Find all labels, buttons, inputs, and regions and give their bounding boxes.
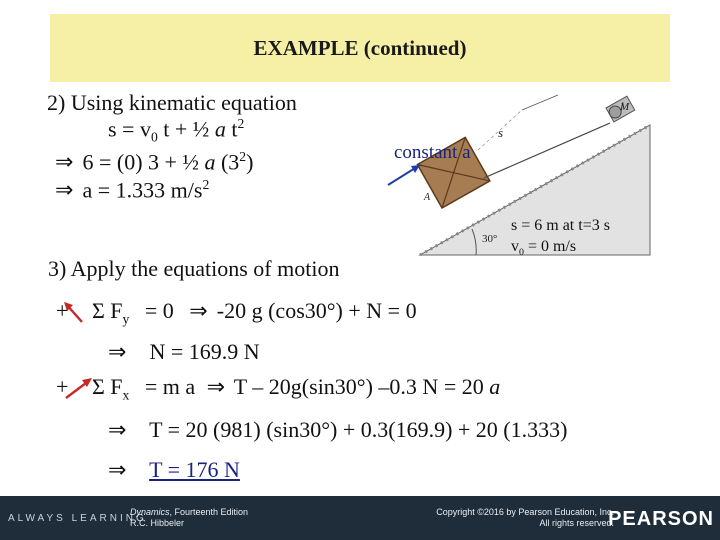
line2-a: a	[204, 149, 216, 175]
eq-a: a	[214, 116, 226, 142]
kinematic-equation	[108, 117, 244, 144]
fx-sub: x	[122, 387, 130, 403]
fx-eq: = m a	[144, 374, 196, 399]
step2-heading: 2) Using kinematic equation	[47, 90, 297, 115]
slide-title: EXAMPLE (continued)	[253, 36, 467, 60]
implies-symbol: ⇒	[108, 417, 127, 442]
eq-sup: 2	[237, 116, 245, 131]
cond2-end: = 0 m/s	[523, 238, 577, 255]
sum-fy	[92, 300, 417, 326]
n-result: N = 169.9 N	[149, 339, 260, 364]
copyright-info	[436, 507, 614, 529]
fy-sub: y	[122, 311, 130, 327]
copyright-text: Copyright ©2016 by Pearson Education, Inc.	[436, 507, 614, 517]
rights-text: All rights reserved.	[539, 518, 614, 528]
implies-symbol: ⇒	[189, 298, 208, 323]
fx-rhs: T – 20g(sin30°) –0.3 N = 20	[233, 374, 490, 399]
pearson-logo: PEARSON	[608, 508, 714, 530]
label-s: s	[498, 125, 504, 140]
label-M: M	[620, 101, 630, 113]
t-result: T = 176 N	[149, 457, 240, 482]
cond2-prefix: v	[511, 238, 519, 255]
implies-symbol: ⇒	[108, 339, 127, 364]
force-arrow-x	[64, 376, 94, 400]
implies-symbol: ⇒	[55, 177, 74, 203]
acceleration-result	[55, 178, 209, 201]
fx-plus: +	[56, 374, 69, 399]
always-learning-text: ALWAYS LEARNING	[8, 513, 147, 524]
implies-symbol: ⇒	[55, 149, 74, 175]
step3-heading: 3) Apply the equations of motion	[48, 256, 340, 281]
title-band	[50, 14, 670, 82]
footer-bar	[0, 496, 720, 540]
eq-sub: 0	[150, 129, 158, 145]
fy-plus: +	[56, 298, 69, 323]
implies-symbol: ⇒	[206, 374, 226, 399]
fy-rhs: -20 g (cos30°) + N = 0	[216, 298, 417, 323]
sum-fx	[92, 376, 500, 402]
eq-sp: t	[225, 116, 238, 142]
fy-sym: Σ F	[92, 298, 123, 323]
eq-mid: t + ½	[157, 116, 215, 142]
kinematic-substitution	[55, 150, 253, 173]
tension-result	[108, 459, 240, 481]
condition-position: s = 6 m at t=3 s	[511, 217, 610, 234]
line2-sup: 2	[239, 149, 247, 164]
line3: a = 1.333 m/s	[82, 177, 203, 203]
angle-label: 30°	[482, 233, 498, 245]
book-info	[130, 507, 248, 529]
tension-equation	[108, 419, 567, 441]
fx-sym: Σ F	[92, 374, 123, 399]
fx-a: a	[489, 374, 501, 399]
t-eq: T = 20 (981) (sin30°) + 0.3(169.9) + 20 (1.333)	[149, 417, 568, 442]
line3-sup: 2	[202, 177, 210, 192]
label-A: A	[424, 192, 431, 203]
book-title: Dynamics	[130, 507, 170, 517]
s-dimension	[522, 95, 558, 110]
normal-force-result	[108, 341, 260, 363]
cond2-sub: 0	[519, 247, 524, 259]
line2-prefix: 6 = (0) 3 + ½	[82, 149, 205, 175]
constant-a-label: constant a	[394, 142, 471, 163]
fy-eq: = 0	[144, 298, 174, 323]
implies-symbol: ⇒	[108, 457, 127, 482]
eq-prefix: s = v	[108, 116, 151, 142]
book-author: R.C. Hibbeler	[130, 518, 185, 528]
line2-mid: (3	[215, 149, 240, 175]
book-edition: , Fourteenth Edition	[169, 507, 249, 517]
line2-end: )	[246, 149, 254, 175]
condition-velocity	[511, 239, 576, 258]
